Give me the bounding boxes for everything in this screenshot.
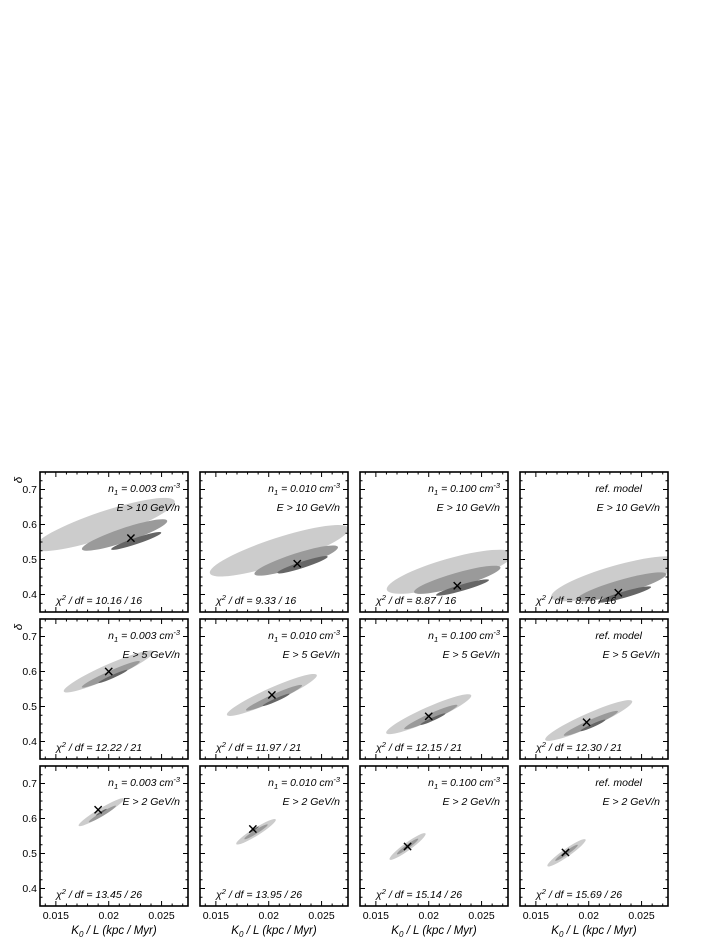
x-tick-label: 0.015 xyxy=(202,910,229,922)
contour-group xyxy=(387,830,427,862)
panel-1-2 xyxy=(360,619,508,759)
y-tick-label: 0.4 xyxy=(22,883,37,895)
energy-cut-label: E > 2 GeV/n xyxy=(282,796,340,808)
chi2-label: $\chi^2$ / df = 12.30 / 21 xyxy=(536,740,623,754)
chi2-label: $\chi^2$ / df = 8.76 / 16 xyxy=(536,593,617,607)
model-label: ref. model xyxy=(595,630,642,642)
panel-1-0 xyxy=(13,619,188,759)
y-axis-label: δ xyxy=(13,623,25,631)
panel-2-0 xyxy=(22,766,188,939)
chi2-label: $\chi^2$ / df = 13.45 / 26 xyxy=(56,887,143,901)
y-tick-label: 0.7 xyxy=(22,484,37,496)
x-axis-label: $K_0$ / L (kpc / Myr) xyxy=(391,925,477,939)
chi2-label: $\chi^2$ / df = 15.69 / 26 xyxy=(536,887,623,901)
chi2-label: $\chi^2$ / df = 15.14 / 26 xyxy=(376,887,463,901)
y-tick-label: 0.5 xyxy=(22,554,37,566)
contour-group xyxy=(383,541,516,602)
model-label: $n_1 = 0.010$ $cm^{-3}$ xyxy=(268,481,340,497)
y-tick-label: 0.7 xyxy=(22,778,37,790)
energy-cut-label: E > 10 GeV/n xyxy=(436,502,500,514)
y-tick-label: 0.6 xyxy=(22,666,37,678)
contour-group xyxy=(224,669,320,722)
contour-group xyxy=(383,689,474,740)
model-label: $n_1 = 0.100$ $cm^{-3}$ xyxy=(428,628,500,644)
contour-group xyxy=(206,516,353,586)
y-tick-label: 0.4 xyxy=(22,589,37,601)
panel-1-3 xyxy=(520,619,668,759)
model-label: $n_1 = 0.010$ $cm^{-3}$ xyxy=(268,775,340,791)
energy-cut-label: E > 10 GeV/n xyxy=(596,502,660,514)
contour-group xyxy=(545,836,588,869)
x-tick-label: 0.025 xyxy=(308,910,335,922)
x-tick-label: 0.025 xyxy=(628,910,655,922)
energy-cut-label: E > 2 GeV/n xyxy=(122,796,180,808)
energy-cut-label: E > 10 GeV/n xyxy=(116,502,180,514)
x-tick-label: 0.02 xyxy=(418,910,439,922)
tick-marks xyxy=(520,619,668,759)
contour-group xyxy=(542,695,635,746)
chi2-label: $\chi^2$ / df = 8.87 / 16 xyxy=(376,593,457,607)
chi2-label: $\chi^2$ / df = 11.97 / 21 xyxy=(216,740,302,754)
y-tick-label: 0.4 xyxy=(22,736,37,748)
energy-cut-label: E > 2 GeV/n xyxy=(602,796,660,808)
model-label: $n_1 = 0.010$ $cm^{-3}$ xyxy=(268,628,340,644)
x-tick-label: 0.02 xyxy=(258,910,279,922)
model-label: $n_1 = 0.100$ $cm^{-3}$ xyxy=(428,775,500,791)
energy-cut-label: E > 5 GeV/n xyxy=(442,649,500,661)
x-tick-label: 0.025 xyxy=(468,910,495,922)
x-axis-label: $K_0$ / L (kpc / Myr) xyxy=(551,925,637,939)
y-tick-label: 0.6 xyxy=(22,519,37,531)
model-label: $n_1 = 0.100$ $cm^{-3}$ xyxy=(428,481,500,497)
y-tick-label: 0.6 xyxy=(22,813,37,825)
contour-group xyxy=(234,816,278,847)
energy-cut-label: E > 2 GeV/n xyxy=(442,796,500,808)
model-label: $n_1 = 0.003$ $cm^{-3}$ xyxy=(108,775,180,791)
chi2-label: $\chi^2$ / df = 12.22 / 21 xyxy=(56,740,143,754)
chi2-label: $\chi^2$ / df = 10.16 / 16 xyxy=(56,593,143,607)
x-axis-label: $K_0$ / L (kpc / Myr) xyxy=(71,925,157,939)
x-tick-label: 0.02 xyxy=(578,910,599,922)
energy-cut-label: E > 5 GeV/n xyxy=(602,649,660,661)
x-axis-label: $K_0$ / L (kpc / Myr) xyxy=(231,925,317,939)
chi2-label: $\chi^2$ / df = 12.15 / 21 xyxy=(376,740,463,754)
panel-frame xyxy=(520,619,668,759)
y-tick-label: 0.7 xyxy=(22,631,37,643)
contour-group xyxy=(77,795,126,829)
panel-0-3 xyxy=(520,472,685,612)
x-tick-label: 0.02 xyxy=(98,910,119,922)
y-tick-label: 0.5 xyxy=(22,701,37,713)
panel-2-2 xyxy=(360,766,508,939)
panel-2-1 xyxy=(200,766,348,939)
panel-frame xyxy=(520,766,668,906)
energy-cut-label: E > 5 GeV/n xyxy=(282,649,340,661)
panel-1-1 xyxy=(200,619,348,759)
tick-marks xyxy=(520,766,668,906)
panel-0-2 xyxy=(360,472,516,612)
contour-group xyxy=(30,489,179,561)
y-axis-label: δ xyxy=(13,476,25,484)
chi2-label: $\chi^2$ / df = 13.95 / 26 xyxy=(216,887,303,901)
x-tick-label: 0.025 xyxy=(148,910,175,922)
panel-2-3 xyxy=(520,766,668,939)
model-label: ref. model xyxy=(595,777,642,789)
x-tick-label: 0.015 xyxy=(362,910,389,922)
panel-0-0 xyxy=(13,472,188,612)
chi2-label: $\chi^2$ / df = 9.33 / 16 xyxy=(216,593,297,607)
energy-cut-label: E > 10 GeV/n xyxy=(276,502,340,514)
panel-0-1 xyxy=(200,472,353,612)
energy-cut-label: E > 5 GeV/n xyxy=(122,649,180,661)
x-tick-label: 0.015 xyxy=(42,910,69,922)
x-tick-label: 0.015 xyxy=(522,910,549,922)
model-label: $n_1 = 0.003$ $cm^{-3}$ xyxy=(108,628,180,644)
model-label: ref. model xyxy=(595,483,642,495)
y-tick-label: 0.5 xyxy=(22,848,37,860)
model-label: $n_1 = 0.003$ $cm^{-3}$ xyxy=(108,481,180,497)
